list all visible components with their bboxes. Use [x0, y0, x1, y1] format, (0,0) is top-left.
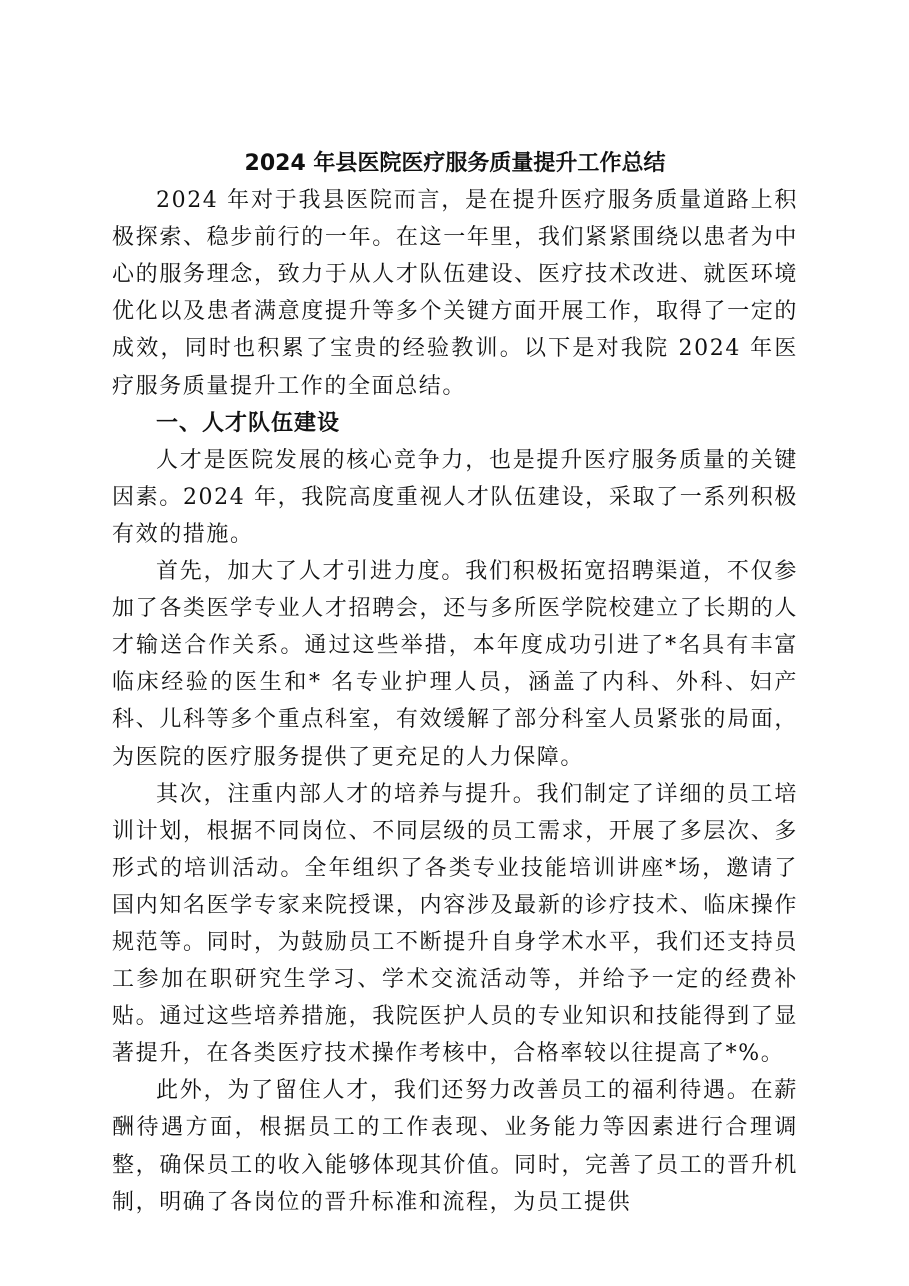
paragraph-talent-training: 其次，注重内部人才的培养与提升。我们制定了详细的员工培训计划，根据不同岗位、不同层级的员工需求，开展了多层次、多形式的培训活动。全年组织了各类专业技能培训讲座*场，邀请了国内知名医学专家来院授课，内容涉及最新的诊疗技术、临床操作规范等。同时，为鼓励员工不断提升自身学术水平，我们还支持员工参加在职研究生学习、学术交流活动等，并给予一定的经费补贴。通过这些培养措施，我院医护人员的专业知识和技能得到了显著提升，在各类医疗技术操作考核中，合格率较以往提高了*%。 — [112, 781, 798, 1067]
paragraph-talent-recruitment: 首先，加大了人才引进力度。我们积极拓宽招聘渠道，不仅参加了各类医学专业人才招聘会，还与多所医学院校建立了长期的人才输送合作关系。通过这些举措，本年度成功引进了*名具有丰富临床经验的医生和* 名专业护理人员，涵盖了内科、外科、妇产科、儿科等多个重点科室，有效缓解了部分科室人员紧张的局面，为医院的医疗服务提供了更充足的人力保障。 — [112, 559, 798, 770]
section-heading-talent: 一、人才队伍建设 — [156, 410, 341, 436]
paragraph-talent-importance: 人才是医院发展的核心竞争力，也是提升医疗服务质量的关键因素。2024 年，我院高度重视人才队伍建设，采取了一系列积极有效的措施。 — [112, 447, 798, 547]
document-title: 2024 年县医院医疗服务质量提升工作总结 — [244, 151, 666, 176]
paragraph-talent-retention: 此外，为了留住人才，我们还努力改善员工的福利待遇。在薪酬待遇方面，根据员工的工作表现、业务能力等因素进行合理调整，确保员工的收入能够体现其价值。同时，完善了员工的晋升机制，明确了各岗位的晋升标准和流程，为员工提供 — [112, 1078, 798, 1215]
intro-paragraph: 2024 年对于我县医院而言，是在提升医疗服务质量道路上积极探索、稳步前行的一年。在这一年里，我们紧紧围绕以患者为中心的服务理念，致力于从人才队伍建设、医疗技术改进、就医环境优化以及患者满意度提升等多个关键方面开展工作，取得了一定的成效，同时也积累了宝贵的经验教训。以下是对我院 2024 年医疗服务质量提升工作的全面总结。 — [112, 188, 798, 399]
document-body — [112, 143, 798, 1221]
